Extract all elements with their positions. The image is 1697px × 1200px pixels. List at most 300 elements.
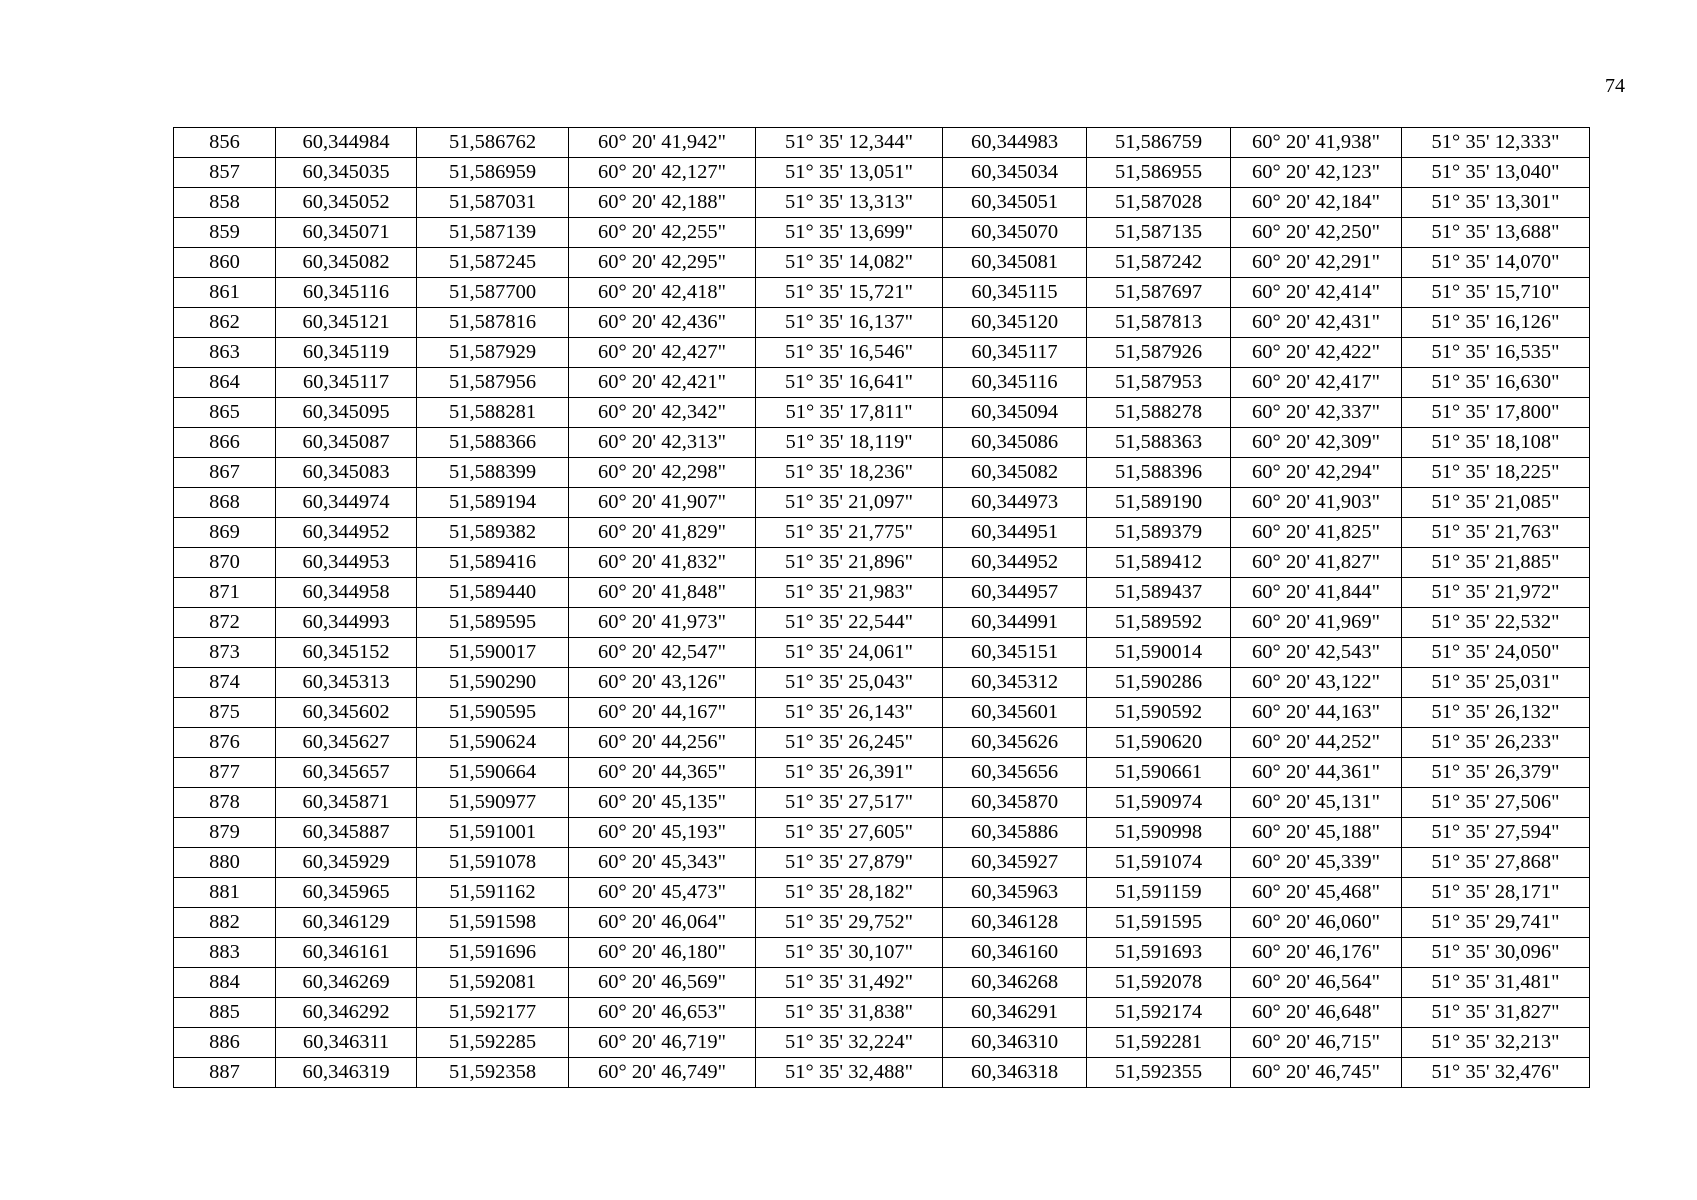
- decimal-lon-2-cell: 51,591693: [1087, 938, 1231, 968]
- decimal-lat-cell: 60,344984: [276, 128, 417, 158]
- decimal-lon-2-cell: 51,590620: [1087, 728, 1231, 758]
- point-number-cell: 866: [174, 428, 276, 458]
- dms-lat-cell: 60° 20' 42,418": [569, 278, 756, 308]
- decimal-lon-cell: 51,588399: [417, 458, 569, 488]
- decimal-lat-2-cell: 60,345120: [943, 308, 1087, 338]
- table-row: [174, 938, 1590, 968]
- dms-lon-cell: 51° 35' 31,492": [756, 968, 943, 998]
- point-number-cell: 886: [174, 1028, 276, 1058]
- table-row: [174, 188, 1590, 218]
- decimal-lon-cell: 51,590664: [417, 758, 569, 788]
- dms-lat-2-cell: 60° 20' 41,903": [1231, 488, 1402, 518]
- dms-lat-2-cell: 60° 20' 41,827": [1231, 548, 1402, 578]
- dms-lat-cell: 60° 20' 41,907": [569, 488, 756, 518]
- decimal-lon-cell: 51,587956: [417, 368, 569, 398]
- decimal-lon-2-cell: 51,590661: [1087, 758, 1231, 788]
- decimal-lat-2-cell: 60,346128: [943, 908, 1087, 938]
- table-row: [174, 338, 1590, 368]
- dms-lat-2-cell: 60° 20' 42,337": [1231, 398, 1402, 428]
- decimal-lat-2-cell: 60,345312: [943, 668, 1087, 698]
- dms-lat-2-cell: 60° 20' 45,339": [1231, 848, 1402, 878]
- dms-lon-2-cell: 51° 35' 21,763": [1402, 518, 1590, 548]
- decimal-lat-2-cell: 60,345656: [943, 758, 1087, 788]
- table-row: [174, 968, 1590, 998]
- decimal-lat-cell: 60,344974: [276, 488, 417, 518]
- dms-lon-2-cell: 51° 35' 25,031": [1402, 668, 1590, 698]
- point-number-cell: 869: [174, 518, 276, 548]
- table-row: [174, 878, 1590, 908]
- dms-lon-cell: 51° 35' 21,775": [756, 518, 943, 548]
- dms-lat-cell: 60° 20' 44,365": [569, 758, 756, 788]
- dms-lon-2-cell: 51° 35' 21,085": [1402, 488, 1590, 518]
- dms-lat-cell: 60° 20' 45,135": [569, 788, 756, 818]
- decimal-lon-2-cell: 51,590286: [1087, 668, 1231, 698]
- decimal-lon-cell: 51,590595: [417, 698, 569, 728]
- point-number-cell: 858: [174, 188, 276, 218]
- decimal-lon-2-cell: 51,592174: [1087, 998, 1231, 1028]
- point-number-cell: 870: [174, 548, 276, 578]
- decimal-lon-2-cell: 51,587242: [1087, 248, 1231, 278]
- dms-lat-cell: 60° 20' 43,126": [569, 668, 756, 698]
- decimal-lat-cell: 60,345313: [276, 668, 417, 698]
- table-row: [174, 638, 1590, 668]
- dms-lon-cell: 51° 35' 32,224": [756, 1028, 943, 1058]
- table-row: [174, 578, 1590, 608]
- dms-lon-2-cell: 51° 35' 12,333": [1402, 128, 1590, 158]
- decimal-lat-cell: 60,345087: [276, 428, 417, 458]
- dms-lon-cell: 51° 35' 18,236": [756, 458, 943, 488]
- table-row: [174, 158, 1590, 188]
- point-number-cell: 857: [174, 158, 276, 188]
- dms-lon-2-cell: 51° 35' 32,213": [1402, 1028, 1590, 1058]
- decimal-lat-cell: 60,345627: [276, 728, 417, 758]
- dms-lon-cell: 51° 35' 15,721": [756, 278, 943, 308]
- table-row: [174, 218, 1590, 248]
- decimal-lat-2-cell: 60,344973: [943, 488, 1087, 518]
- decimal-lat-2-cell: 60,345115: [943, 278, 1087, 308]
- table-body: [174, 128, 1590, 1088]
- decimal-lat-cell: 60,344993: [276, 608, 417, 638]
- decimal-lat-cell: 60,345082: [276, 248, 417, 278]
- dms-lat-2-cell: 60° 20' 42,294": [1231, 458, 1402, 488]
- decimal-lon-cell: 51,587929: [417, 338, 569, 368]
- dms-lon-cell: 51° 35' 30,107": [756, 938, 943, 968]
- dms-lon-2-cell: 51° 35' 27,868": [1402, 848, 1590, 878]
- dms-lat-2-cell: 60° 20' 45,468": [1231, 878, 1402, 908]
- dms-lon-2-cell: 51° 35' 21,885": [1402, 548, 1590, 578]
- point-number-cell: 862: [174, 308, 276, 338]
- decimal-lat-cell: 60,345602: [276, 698, 417, 728]
- decimal-lon-cell: 51,587816: [417, 308, 569, 338]
- dms-lat-2-cell: 60° 20' 42,123": [1231, 158, 1402, 188]
- point-number-cell: 863: [174, 338, 276, 368]
- decimal-lon-2-cell: 51,588363: [1087, 428, 1231, 458]
- dms-lat-cell: 60° 20' 44,167": [569, 698, 756, 728]
- decimal-lat-2-cell: 60,345626: [943, 728, 1087, 758]
- decimal-lon-cell: 51,586959: [417, 158, 569, 188]
- dms-lat-cell: 60° 20' 42,421": [569, 368, 756, 398]
- dms-lat-2-cell: 60° 20' 42,414": [1231, 278, 1402, 308]
- decimal-lon-cell: 51,589416: [417, 548, 569, 578]
- dms-lon-2-cell: 51° 35' 28,171": [1402, 878, 1590, 908]
- point-number-cell: 856: [174, 128, 276, 158]
- decimal-lat-cell: 60,344952: [276, 518, 417, 548]
- decimal-lat-cell: 60,345121: [276, 308, 417, 338]
- point-number-cell: 885: [174, 998, 276, 1028]
- dms-lon-cell: 51° 35' 24,061": [756, 638, 943, 668]
- dms-lon-2-cell: 51° 35' 31,481": [1402, 968, 1590, 998]
- decimal-lon-2-cell: 51,590974: [1087, 788, 1231, 818]
- dms-lat-cell: 60° 20' 42,188": [569, 188, 756, 218]
- point-number-cell: 887: [174, 1058, 276, 1088]
- decimal-lat-cell: 60,345657: [276, 758, 417, 788]
- decimal-lat-2-cell: 60,345034: [943, 158, 1087, 188]
- point-number-cell: 876: [174, 728, 276, 758]
- dms-lon-cell: 51° 35' 16,641": [756, 368, 943, 398]
- decimal-lon-2-cell: 51,587697: [1087, 278, 1231, 308]
- point-number-cell: 868: [174, 488, 276, 518]
- dms-lat-cell: 60° 20' 46,719": [569, 1028, 756, 1058]
- decimal-lat-cell: 60,345965: [276, 878, 417, 908]
- dms-lat-2-cell: 60° 20' 44,252": [1231, 728, 1402, 758]
- point-number-cell: 879: [174, 818, 276, 848]
- dms-lat-cell: 60° 20' 41,973": [569, 608, 756, 638]
- dms-lat-2-cell: 60° 20' 41,969": [1231, 608, 1402, 638]
- table-row: [174, 848, 1590, 878]
- dms-lon-cell: 51° 35' 13,051": [756, 158, 943, 188]
- dms-lon-2-cell: 51° 35' 24,050": [1402, 638, 1590, 668]
- table-row: [174, 1028, 1590, 1058]
- table-row: [174, 818, 1590, 848]
- decimal-lat-2-cell: 60,345051: [943, 188, 1087, 218]
- decimal-lon-cell: 51,589440: [417, 578, 569, 608]
- decimal-lat-cell: 60,345119: [276, 338, 417, 368]
- dms-lon-cell: 51° 35' 13,313": [756, 188, 943, 218]
- decimal-lat-2-cell: 60,345116: [943, 368, 1087, 398]
- decimal-lat-2-cell: 60,346318: [943, 1058, 1087, 1088]
- table-row: [174, 908, 1590, 938]
- decimal-lat-cell: 60,346161: [276, 938, 417, 968]
- dms-lon-cell: 51° 35' 29,752": [756, 908, 943, 938]
- table-row: [174, 398, 1590, 428]
- dms-lon-2-cell: 51° 35' 16,630": [1402, 368, 1590, 398]
- dms-lat-cell: 60° 20' 46,180": [569, 938, 756, 968]
- dms-lon-cell: 51° 35' 21,983": [756, 578, 943, 608]
- dms-lat-2-cell: 60° 20' 42,417": [1231, 368, 1402, 398]
- dms-lat-2-cell: 60° 20' 44,163": [1231, 698, 1402, 728]
- dms-lat-2-cell: 60° 20' 44,361": [1231, 758, 1402, 788]
- dms-lat-cell: 60° 20' 46,749": [569, 1058, 756, 1088]
- dms-lon-2-cell: 51° 35' 30,096": [1402, 938, 1590, 968]
- decimal-lat-2-cell: 60,344952: [943, 548, 1087, 578]
- dms-lat-cell: 60° 20' 41,829": [569, 518, 756, 548]
- decimal-lat-2-cell: 60,344951: [943, 518, 1087, 548]
- dms-lon-2-cell: 51° 35' 16,126": [1402, 308, 1590, 338]
- decimal-lon-2-cell: 51,588278: [1087, 398, 1231, 428]
- dms-lat-cell: 60° 20' 42,547": [569, 638, 756, 668]
- dms-lat-2-cell: 60° 20' 41,844": [1231, 578, 1402, 608]
- dms-lat-2-cell: 60° 20' 42,431": [1231, 308, 1402, 338]
- table-row: [174, 608, 1590, 638]
- decimal-lon-cell: 51,591598: [417, 908, 569, 938]
- table-row: [174, 248, 1590, 278]
- dms-lat-cell: 60° 20' 46,569": [569, 968, 756, 998]
- decimal-lat-2-cell: 60,345886: [943, 818, 1087, 848]
- dms-lon-cell: 51° 35' 31,838": [756, 998, 943, 1028]
- decimal-lon-2-cell: 51,586955: [1087, 158, 1231, 188]
- dms-lon-cell: 51° 35' 18,119": [756, 428, 943, 458]
- table-row: [174, 1058, 1590, 1088]
- dms-lon-cell: 51° 35' 27,517": [756, 788, 943, 818]
- dms-lon-2-cell: 51° 35' 17,800": [1402, 398, 1590, 428]
- decimal-lon-2-cell: 51,587028: [1087, 188, 1231, 218]
- dms-lon-cell: 51° 35' 21,896": [756, 548, 943, 578]
- decimal-lat-2-cell: 60,345094: [943, 398, 1087, 428]
- dms-lat-2-cell: 60° 20' 42,309": [1231, 428, 1402, 458]
- decimal-lon-2-cell: 51,587953: [1087, 368, 1231, 398]
- point-number-cell: 865: [174, 398, 276, 428]
- decimal-lat-cell: 60,346319: [276, 1058, 417, 1088]
- decimal-lon-cell: 51,592177: [417, 998, 569, 1028]
- point-number-cell: 884: [174, 968, 276, 998]
- dms-lat-cell: 60° 20' 42,427": [569, 338, 756, 368]
- dms-lat-cell: 60° 20' 42,342": [569, 398, 756, 428]
- point-number-cell: 874: [174, 668, 276, 698]
- dms-lat-cell: 60° 20' 42,127": [569, 158, 756, 188]
- decimal-lat-2-cell: 60,346291: [943, 998, 1087, 1028]
- point-number-cell: 861: [174, 278, 276, 308]
- dms-lon-cell: 51° 35' 22,544": [756, 608, 943, 638]
- dms-lon-cell: 51° 35' 32,488": [756, 1058, 943, 1088]
- dms-lat-cell: 60° 20' 42,436": [569, 308, 756, 338]
- decimal-lat-cell: 60,344953: [276, 548, 417, 578]
- decimal-lon-cell: 51,590624: [417, 728, 569, 758]
- dms-lat-cell: 60° 20' 42,255": [569, 218, 756, 248]
- table-row: [174, 698, 1590, 728]
- decimal-lat-cell: 60,345035: [276, 158, 417, 188]
- dms-lat-cell: 60° 20' 44,256": [569, 728, 756, 758]
- dms-lon-cell: 51° 35' 14,082": [756, 248, 943, 278]
- decimal-lon-2-cell: 51,591074: [1087, 848, 1231, 878]
- table-row: [174, 308, 1590, 338]
- dms-lon-2-cell: 51° 35' 13,040": [1402, 158, 1590, 188]
- decimal-lon-2-cell: 51,592281: [1087, 1028, 1231, 1058]
- table-row: [174, 488, 1590, 518]
- dms-lat-cell: 60° 20' 41,848": [569, 578, 756, 608]
- table-row: [174, 518, 1590, 548]
- decimal-lat-cell: 60,346292: [276, 998, 417, 1028]
- dms-lat-cell: 60° 20' 42,313": [569, 428, 756, 458]
- decimal-lon-cell: 51,588281: [417, 398, 569, 428]
- dms-lat-2-cell: 60° 20' 42,422": [1231, 338, 1402, 368]
- decimal-lon-cell: 51,586762: [417, 128, 569, 158]
- table-row: [174, 728, 1590, 758]
- decimal-lon-cell: 51,587245: [417, 248, 569, 278]
- dms-lon-2-cell: 51° 35' 32,476": [1402, 1058, 1590, 1088]
- point-number-cell: 882: [174, 908, 276, 938]
- point-number-cell: 875: [174, 698, 276, 728]
- dms-lat-2-cell: 60° 20' 42,250": [1231, 218, 1402, 248]
- point-number-cell: 873: [174, 638, 276, 668]
- dms-lon-cell: 51° 35' 26,391": [756, 758, 943, 788]
- dms-lat-2-cell: 60° 20' 45,131": [1231, 788, 1402, 818]
- dms-lon-2-cell: 51° 35' 27,594": [1402, 818, 1590, 848]
- coordinates-table: [173, 127, 1590, 1088]
- dms-lat-cell: 60° 20' 45,473": [569, 878, 756, 908]
- dms-lat-2-cell: 60° 20' 41,825": [1231, 518, 1402, 548]
- decimal-lat-cell: 60,346311: [276, 1028, 417, 1058]
- table-row: [174, 368, 1590, 398]
- dms-lon-2-cell: 51° 35' 21,972": [1402, 578, 1590, 608]
- dms-lat-2-cell: 60° 20' 46,060": [1231, 908, 1402, 938]
- decimal-lon-cell: 51,590290: [417, 668, 569, 698]
- decimal-lon-2-cell: 51,591159: [1087, 878, 1231, 908]
- dms-lat-2-cell: 60° 20' 45,188": [1231, 818, 1402, 848]
- decimal-lon-2-cell: 51,591595: [1087, 908, 1231, 938]
- decimal-lon-2-cell: 51,592078: [1087, 968, 1231, 998]
- decimal-lat-cell: 60,345929: [276, 848, 417, 878]
- decimal-lat-2-cell: 60,345070: [943, 218, 1087, 248]
- decimal-lat-cell: 60,345116: [276, 278, 417, 308]
- dms-lon-2-cell: 51° 35' 18,225": [1402, 458, 1590, 488]
- decimal-lon-2-cell: 51,587926: [1087, 338, 1231, 368]
- decimal-lat-cell: 60,345095: [276, 398, 417, 428]
- dms-lon-2-cell: 51° 35' 26,233": [1402, 728, 1590, 758]
- decimal-lon-2-cell: 51,590998: [1087, 818, 1231, 848]
- point-number-cell: 881: [174, 878, 276, 908]
- dms-lat-2-cell: 60° 20' 46,715": [1231, 1028, 1402, 1058]
- table-row: [174, 428, 1590, 458]
- decimal-lat-cell: 60,345083: [276, 458, 417, 488]
- dms-lon-2-cell: 51° 35' 29,741": [1402, 908, 1590, 938]
- table-row: [174, 548, 1590, 578]
- dms-lon-cell: 51° 35' 21,097": [756, 488, 943, 518]
- decimal-lon-2-cell: 51,589412: [1087, 548, 1231, 578]
- decimal-lon-2-cell: 51,589190: [1087, 488, 1231, 518]
- decimal-lon-cell: 51,589382: [417, 518, 569, 548]
- decimal-lon-cell: 51,592285: [417, 1028, 569, 1058]
- decimal-lon-2-cell: 51,590014: [1087, 638, 1231, 668]
- dms-lat-2-cell: 60° 20' 46,176": [1231, 938, 1402, 968]
- table-row: [174, 998, 1590, 1028]
- decimal-lat-2-cell: 60,345963: [943, 878, 1087, 908]
- point-number-cell: 872: [174, 608, 276, 638]
- point-number-cell: 859: [174, 218, 276, 248]
- decimal-lon-cell: 51,587031: [417, 188, 569, 218]
- dms-lon-2-cell: 51° 35' 13,688": [1402, 218, 1590, 248]
- point-number-cell: 878: [174, 788, 276, 818]
- dms-lon-cell: 51° 35' 16,546": [756, 338, 943, 368]
- dms-lon-cell: 51° 35' 12,344": [756, 128, 943, 158]
- decimal-lon-2-cell: 51,589592: [1087, 608, 1231, 638]
- dms-lat-cell: 60° 20' 45,193": [569, 818, 756, 848]
- decimal-lat-2-cell: 60,345117: [943, 338, 1087, 368]
- table-row: [174, 458, 1590, 488]
- decimal-lat-2-cell: 60,345151: [943, 638, 1087, 668]
- decimal-lat-2-cell: 60,345086: [943, 428, 1087, 458]
- dms-lon-2-cell: 51° 35' 16,535": [1402, 338, 1590, 368]
- dms-lon-cell: 51° 35' 26,143": [756, 698, 943, 728]
- decimal-lon-cell: 51,592081: [417, 968, 569, 998]
- dms-lat-2-cell: 60° 20' 46,648": [1231, 998, 1402, 1028]
- dms-lat-2-cell: 60° 20' 42,543": [1231, 638, 1402, 668]
- point-number-cell: 860: [174, 248, 276, 278]
- dms-lat-cell: 60° 20' 41,942": [569, 128, 756, 158]
- decimal-lon-cell: 51,587700: [417, 278, 569, 308]
- dms-lat-2-cell: 60° 20' 43,122": [1231, 668, 1402, 698]
- decimal-lon-cell: 51,588366: [417, 428, 569, 458]
- decimal-lat-cell: 60,345871: [276, 788, 417, 818]
- decimal-lat-2-cell: 60,344991: [943, 608, 1087, 638]
- dms-lat-cell: 60° 20' 42,298": [569, 458, 756, 488]
- dms-lon-2-cell: 51° 35' 13,301": [1402, 188, 1590, 218]
- dms-lon-2-cell: 51° 35' 26,132": [1402, 698, 1590, 728]
- dms-lon-cell: 51° 35' 27,879": [756, 848, 943, 878]
- decimal-lat-2-cell: 60,345081: [943, 248, 1087, 278]
- dms-lat-2-cell: 60° 20' 41,938": [1231, 128, 1402, 158]
- dms-lon-cell: 51° 35' 26,245": [756, 728, 943, 758]
- decimal-lat-2-cell: 60,345927: [943, 848, 1087, 878]
- decimal-lat-2-cell: 60,346160: [943, 938, 1087, 968]
- dms-lon-2-cell: 51° 35' 14,070": [1402, 248, 1590, 278]
- decimal-lat-cell: 60,346129: [276, 908, 417, 938]
- point-number-cell: 880: [174, 848, 276, 878]
- decimal-lon-cell: 51,590977: [417, 788, 569, 818]
- decimal-lon-cell: 51,591078: [417, 848, 569, 878]
- table-row: [174, 278, 1590, 308]
- dms-lat-2-cell: 60° 20' 46,564": [1231, 968, 1402, 998]
- decimal-lat-2-cell: 60,345870: [943, 788, 1087, 818]
- decimal-lat-2-cell: 60,344983: [943, 128, 1087, 158]
- decimal-lon-cell: 51,592358: [417, 1058, 569, 1088]
- dms-lon-cell: 51° 35' 25,043": [756, 668, 943, 698]
- decimal-lat-cell: 60,345152: [276, 638, 417, 668]
- table-row: [174, 668, 1590, 698]
- decimal-lat-cell: 60,345117: [276, 368, 417, 398]
- dms-lat-2-cell: 60° 20' 42,291": [1231, 248, 1402, 278]
- decimal-lon-cell: 51,589595: [417, 608, 569, 638]
- decimal-lon-cell: 51,589194: [417, 488, 569, 518]
- table-row: [174, 758, 1590, 788]
- decimal-lon-2-cell: 51,588396: [1087, 458, 1231, 488]
- decimal-lon-cell: 51,591162: [417, 878, 569, 908]
- decimal-lon-2-cell: 51,589437: [1087, 578, 1231, 608]
- dms-lon-2-cell: 51° 35' 27,506": [1402, 788, 1590, 818]
- decimal-lon-cell: 51,587139: [417, 218, 569, 248]
- decimal-lon-cell: 51,591001: [417, 818, 569, 848]
- point-number-cell: 864: [174, 368, 276, 398]
- decimal-lon-2-cell: 51,589379: [1087, 518, 1231, 548]
- dms-lon-2-cell: 51° 35' 26,379": [1402, 758, 1590, 788]
- point-number-cell: 877: [174, 758, 276, 788]
- decimal-lat-2-cell: 60,346268: [943, 968, 1087, 998]
- dms-lon-cell: 51° 35' 13,699": [756, 218, 943, 248]
- decimal-lon-2-cell: 51,587135: [1087, 218, 1231, 248]
- decimal-lat-cell: 60,344958: [276, 578, 417, 608]
- dms-lat-2-cell: 60° 20' 42,184": [1231, 188, 1402, 218]
- decimal-lat-2-cell: 60,345601: [943, 698, 1087, 728]
- dms-lat-cell: 60° 20' 42,295": [569, 248, 756, 278]
- dms-lon-2-cell: 51° 35' 15,710": [1402, 278, 1590, 308]
- dms-lon-2-cell: 51° 35' 22,532": [1402, 608, 1590, 638]
- dms-lat-cell: 60° 20' 41,832": [569, 548, 756, 578]
- decimal-lon-2-cell: 51,592355: [1087, 1058, 1231, 1088]
- dms-lat-2-cell: 60° 20' 46,745": [1231, 1058, 1402, 1088]
- point-number-cell: 867: [174, 458, 276, 488]
- decimal-lon-cell: 51,591696: [417, 938, 569, 968]
- dms-lat-cell: 60° 20' 46,064": [569, 908, 756, 938]
- decimal-lon-2-cell: 51,590592: [1087, 698, 1231, 728]
